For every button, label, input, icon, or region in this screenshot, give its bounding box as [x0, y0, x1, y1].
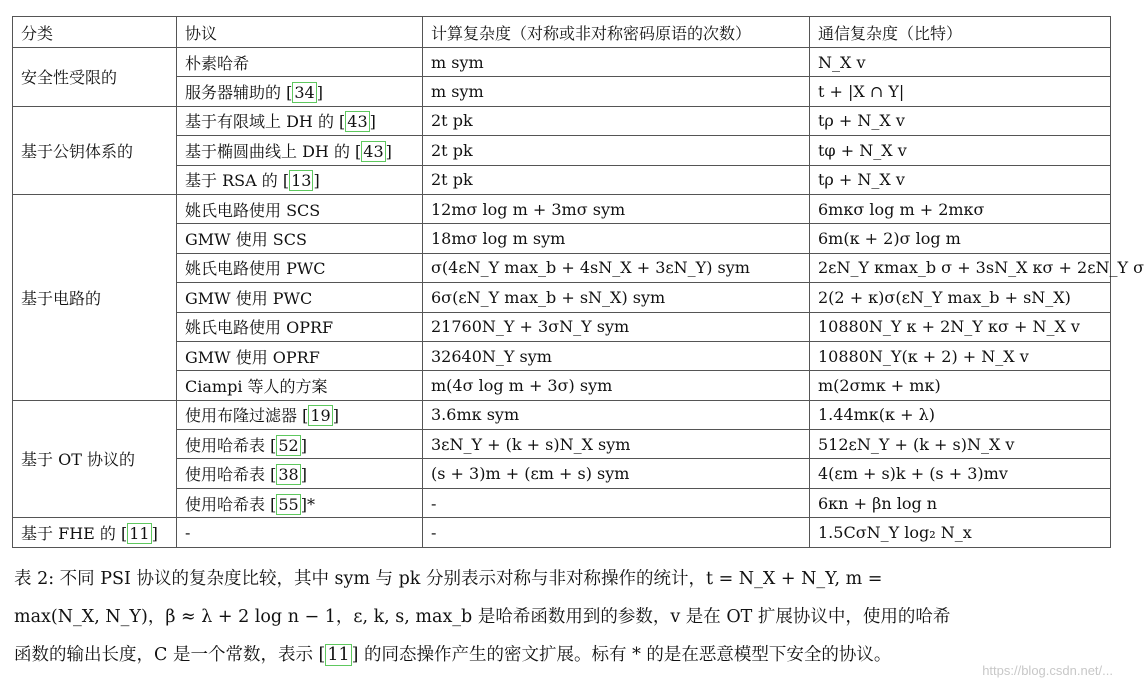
table-row: [13, 136, 1111, 165]
protocol-label: 基于 RSA 的: [185, 171, 283, 191]
table-row: [13, 165, 1111, 194]
comm-complexity-cell: 6m(κ + 2)σ log m: [810, 224, 1111, 253]
caption-line-1: 表 2: 不同 PSI 协议的复杂度比较，其中 sym 与 pk 分别表示对称与非对称操作的统计，t = N_X + N_Y, m =: [14, 569, 883, 589]
compute-complexity-cell: m sym: [423, 77, 810, 106]
category-cell: [13, 106, 177, 194]
protocol-cell: [177, 518, 423, 547]
citation-link[interactable]: 19: [310, 406, 331, 426]
citation-link[interactable]: 55: [278, 494, 299, 514]
compute-complexity-cell: σ(4εN_Y max_b + 4sN_X + 3εN_Y) sym: [423, 253, 810, 282]
complexity-table-container: [12, 16, 1144, 548]
caption-citation-link[interactable]: 11: [327, 645, 350, 665]
protocol-cell: 使用哈希表 [ 52 ]: [177, 430, 423, 459]
compute-complexity-cell: (s + 3)m + (εm + s) sym: [423, 459, 810, 488]
protocol-label: 姚氏电路使用 PWC: [185, 259, 326, 279]
protocol-cell: 基于椭圆曲线上 DH 的 [ 43 ]: [177, 136, 423, 165]
table-row: [13, 312, 1111, 341]
comm-complexity-cell: 6κn + βn log n: [810, 488, 1111, 517]
citation-link[interactable]: 11: [129, 523, 150, 543]
comm-complexity-cell: tρ + N_X v: [810, 165, 1111, 194]
citation-link[interactable]: 38: [278, 465, 299, 485]
compute-complexity-cell: 3.6mκ sym: [423, 400, 810, 429]
protocol-label: 服务器辅助的: [185, 83, 287, 103]
category-cell: [13, 194, 177, 400]
comm-complexity-cell: 512εN_Y + (k + s)N_X v: [810, 430, 1111, 459]
comm-complexity-cell: 2(2 + κ)σ(εN_Y max_b + sN_X): [810, 283, 1111, 312]
table-row: [13, 400, 1111, 429]
table-row: [13, 106, 1111, 135]
protocol-cell: 使用布隆过滤器 [ 19 ]: [177, 400, 423, 429]
protocol-label: GMW 使用 PWC: [185, 288, 313, 308]
table-row: [13, 459, 1111, 488]
header-comm: 通信复杂度（比特）: [810, 17, 1111, 48]
caption-line-3a: 函数的输出长度，C 是一个常数，表示: [14, 645, 319, 665]
compute-complexity-cell: 21760N_Y + 3σN_Y sym: [423, 312, 810, 341]
complexity-table: [12, 16, 1144, 548]
protocol-cell: [177, 283, 423, 312]
compute-complexity-cell: 32640N_Y sym: [423, 341, 810, 370]
protocol-label: 基于椭圆曲线上 DH 的: [185, 141, 356, 161]
protocol-cell: 基于有限域上 DH 的 [ 43 ]: [177, 106, 423, 135]
table-row: [13, 224, 1111, 253]
caption-line-2: max(N_X, N_Y)，β ≈ λ + 2 log n − 1，ε, k, s, max_b 是哈希函数用到的参数，v 是在 OT 扩展协议中，使用的哈希: [14, 607, 951, 627]
protocol-cell: 使用哈希表 [ 38 ]: [177, 459, 423, 488]
protocol-cell: [177, 312, 423, 341]
protocol-cell: 使用哈希表 [ 55 ]*: [177, 488, 423, 517]
protocol-label: 使用布隆过滤器: [185, 406, 303, 426]
comm-complexity-cell: 10880N_Y κ + 2N_Y κσ + N_X v: [810, 312, 1111, 341]
table-row: [13, 48, 1111, 77]
citation-link[interactable]: 52: [278, 435, 299, 455]
category-cell: 基于 FHE 的 [ 11 ]: [13, 518, 177, 547]
table-row: [13, 341, 1111, 370]
compute-complexity-cell: m sym: [423, 48, 810, 77]
protocol-cell: [177, 371, 423, 400]
citation-link[interactable]: 13: [291, 171, 312, 191]
category-label: 基于 FHE 的: [21, 523, 121, 543]
comm-complexity-cell: t + |X ∩ Y|: [810, 77, 1111, 106]
compute-complexity-cell: 3εN_Y + (k + s)N_X sym: [423, 430, 810, 459]
header-category: 分类: [13, 17, 177, 48]
category-label: 基于公钥体系的: [21, 141, 134, 161]
table-row: [13, 488, 1111, 517]
category-cell: [13, 48, 177, 107]
comm-complexity-cell: tρ + N_X v: [810, 106, 1111, 135]
table-row: [13, 518, 1111, 547]
comm-complexity-cell: m(2σmκ + mκ): [810, 371, 1111, 400]
protocol-cell: 服务器辅助的 [ 34 ]: [177, 77, 423, 106]
comm-complexity-cell: 10880N_Y(κ + 2) + N_X v: [810, 341, 1111, 370]
protocol-label: 使用哈希表: [185, 435, 271, 455]
watermark: https://blog.csdn.net/...: [982, 663, 1113, 678]
table-row: [13, 283, 1111, 312]
protocol-cell: 基于 RSA 的 [ 13 ]: [177, 165, 423, 194]
category-cell: [13, 400, 177, 518]
protocol-label: 朴素哈希: [185, 53, 250, 73]
compute-complexity-cell: -: [423, 488, 810, 517]
comm-complexity-cell: 1.5CσN_Y log₂ N_x: [810, 518, 1111, 547]
comm-complexity-cell: 6mκσ log m + 2mκσ: [810, 194, 1111, 223]
table-row: [13, 77, 1111, 106]
protocol-label: -: [185, 522, 191, 542]
compute-complexity-cell: 2t pk: [423, 165, 810, 194]
citation-link[interactable]: 43: [363, 141, 384, 161]
comm-complexity-cell: N_X v: [810, 48, 1111, 77]
protocol-cell: [177, 341, 423, 370]
citation-link[interactable]: 43: [347, 112, 368, 132]
protocol-label: Ciampi 等人的方案: [185, 376, 328, 396]
comm-complexity-cell: tφ + N_X v: [810, 136, 1111, 165]
table-header-row: [13, 17, 1111, 48]
table-row: [13, 371, 1111, 400]
category-label: 基于 OT 协议的: [21, 450, 135, 470]
protocol-label: 姚氏电路使用 OPRF: [185, 318, 334, 338]
header-protocol: 协议: [177, 17, 423, 48]
category-label: 基于电路的: [21, 288, 102, 308]
table-row: [13, 194, 1111, 223]
compute-complexity-cell: 2t pk: [423, 136, 810, 165]
compute-complexity-cell: 2t pk: [423, 106, 810, 135]
table-body: [13, 48, 1144, 548]
caption-line-3b: 的同态操作产生的密文扩展。标有 * 的是在恶意模型下安全的协议。: [358, 645, 892, 665]
caption-line-3: 函数的输出长度，C 是一个常数，表示 [ 11 ] 的同态操作产生的密文扩展。标有 * 的是在恶意模型下安全的协议。: [14, 645, 892, 665]
comm-complexity-cell: 1.44mκ(κ + λ): [810, 400, 1111, 429]
protocol-label: 使用哈希表: [185, 494, 271, 514]
protocol-cell: [177, 224, 423, 253]
category-label: 安全性受限的: [21, 68, 118, 88]
protocol-cell: [177, 48, 423, 77]
protocol-cell: [177, 194, 423, 223]
compute-complexity-cell: 6σ(εN_Y max_b + sN_X) sym: [423, 283, 810, 312]
table-row: [13, 430, 1111, 459]
header-compute: 计算复杂度（对称或非对称密码原语的次数）: [423, 17, 810, 48]
table-caption: [14, 560, 1110, 674]
protocol-label: 基于有限域上 DH 的: [185, 112, 340, 132]
compute-complexity-cell: -: [423, 518, 810, 547]
protocol-cell: [177, 253, 423, 282]
protocol-label: 姚氏电路使用 SCS: [185, 200, 321, 220]
table-row: [13, 253, 1111, 282]
comm-complexity-cell: 2εN_Y κmax_b σ + 3sN_X κσ + 2εN_Y σ: [810, 253, 1111, 282]
citation-link[interactable]: 34: [294, 83, 315, 103]
compute-complexity-cell: 18mσ log m sym: [423, 224, 810, 253]
protocol-label: 使用哈希表: [185, 465, 271, 485]
protocol-label: GMW 使用 OPRF: [185, 347, 320, 367]
compute-complexity-cell: m(4σ log m + 3σ) sym: [423, 371, 810, 400]
comm-complexity-cell: 4(εm + s)k + (s + 3)mv: [810, 459, 1111, 488]
compute-complexity-cell: 12mσ log m + 3mσ sym: [423, 194, 810, 223]
malicious-secure-marker: *: [306, 494, 315, 514]
protocol-label: GMW 使用 SCS: [185, 230, 307, 250]
